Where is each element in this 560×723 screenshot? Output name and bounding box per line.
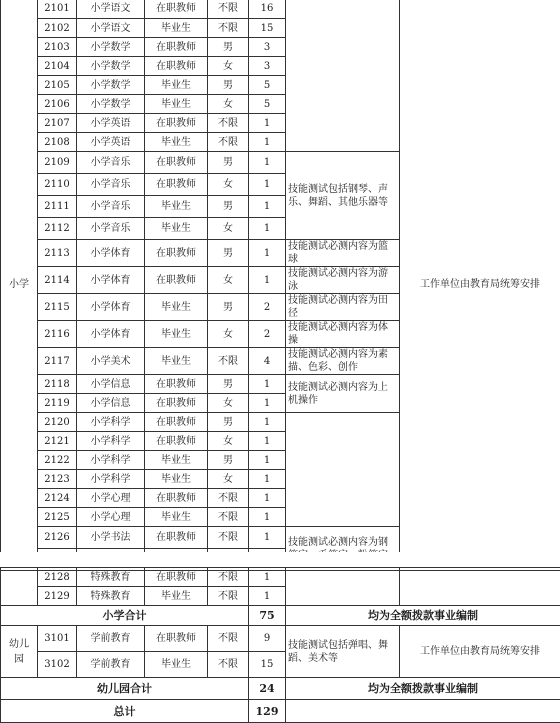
subject: 小学数学 <box>77 76 145 95</box>
gender: 不限 <box>208 508 249 527</box>
position-code: 2118 <box>38 375 77 394</box>
subject: 小学数学 <box>77 38 145 57</box>
headcount: 1 <box>249 133 286 152</box>
grand-total-label: 总计 <box>1 700 249 723</box>
candidate-category: 在职教师 <box>145 527 208 549</box>
headcount: 1 <box>249 568 286 587</box>
headcount: 1 <box>249 394 286 413</box>
position-code: 2114 <box>38 267 77 294</box>
headcount: 1 <box>249 196 286 218</box>
gender: 女 <box>208 432 249 451</box>
candidate-category: 毕业生 <box>145 294 208 321</box>
grand-total-row <box>1 700 560 723</box>
candidate-category: 毕业生 <box>145 133 208 152</box>
kindergarten-funding-note: 均为全额拨款事业编制 <box>286 678 560 700</box>
table-row <box>1 0 560 19</box>
subject: 小学数学 <box>77 95 145 114</box>
primary-total-label: 小学合计 <box>1 606 249 626</box>
position-code: 2112 <box>38 218 77 240</box>
table-row <box>1 626 560 652</box>
recruitment-table-summary <box>0 567 560 723</box>
candidate-category: 毕业生 <box>145 19 208 38</box>
position-code: 2110 <box>38 174 77 196</box>
position-code: 2128 <box>38 568 77 587</box>
work-arrangement-note: 工作单位由教育局统筹安排 <box>400 626 560 678</box>
gender: 不限 <box>208 626 249 652</box>
subject: 小学科学 <box>77 413 145 432</box>
position-code: 2125 <box>38 508 77 527</box>
position-code: 2106 <box>38 95 77 114</box>
gender: 不限 <box>208 568 249 587</box>
position-code: 2122 <box>38 451 77 470</box>
subject: 特殊教育 <box>77 587 145 606</box>
headcount: 9 <box>249 626 286 652</box>
headcount: 3 <box>249 38 286 57</box>
gender: 男 <box>208 375 249 394</box>
subject: 小学音乐 <box>77 174 145 196</box>
skill-test-note: 技能测试包括弹唱、舞蹈、美术等 <box>286 626 400 678</box>
empty-arrangement-cell <box>400 568 560 606</box>
candidate-category: 在职教师 <box>145 174 208 196</box>
headcount: 16 <box>249 0 286 19</box>
gender: 男 <box>208 240 249 267</box>
subject: 小学信息 <box>77 394 145 413</box>
headcount: 4 <box>249 348 286 375</box>
gender: 不限 <box>208 652 249 678</box>
subject: 小学英语 <box>77 114 145 133</box>
candidate-category: 在职教师 <box>145 57 208 76</box>
skill-test-note: 技能测试必测内容为上机操作 <box>286 375 400 413</box>
skill-test-note: 技能测试必测内容为素描、色彩、创作 <box>286 348 400 375</box>
gender: 不限 <box>208 114 249 133</box>
position-code: 2123 <box>38 470 77 489</box>
candidate-category: 在职教师 <box>145 568 208 587</box>
candidate-category: 毕业生 <box>145 196 208 218</box>
position-code: 2115 <box>38 294 77 321</box>
subject: 小学信息 <box>77 375 145 394</box>
candidate-category: 在职教师 <box>145 626 208 652</box>
subject: 小学语文 <box>77 19 145 38</box>
position-code: 2102 <box>38 19 77 38</box>
subject: 小学科学 <box>77 470 145 489</box>
position-code: 2111 <box>38 196 77 218</box>
position-code: 2101 <box>38 0 77 19</box>
subject: 小学音乐 <box>77 152 145 174</box>
skill-test-note: 技能测试必测内容为体操 <box>286 321 400 348</box>
candidate-category: 毕业生 <box>145 508 208 527</box>
gender: 女 <box>208 57 249 76</box>
gender: 男 <box>208 152 249 174</box>
headcount: 5 <box>249 95 286 114</box>
candidate-category: 毕业生 <box>145 470 208 489</box>
gender: 男 <box>208 413 249 432</box>
kindergarten-total-row <box>1 678 560 700</box>
position-code: 2117 <box>38 348 77 375</box>
headcount: 2 <box>249 294 286 321</box>
position-code: 3101 <box>38 626 77 652</box>
candidate-category: 在职教师 <box>145 432 208 451</box>
candidate-category: 在职教师 <box>145 152 208 174</box>
headcount: 1 <box>249 527 286 549</box>
primary-total-count: 75 <box>249 606 286 626</box>
subject: 小学语文 <box>77 0 145 19</box>
gender: 女 <box>208 470 249 489</box>
subject: 小学体育 <box>77 294 145 321</box>
gender: 男 <box>208 76 249 95</box>
headcount: 1 <box>249 587 286 606</box>
position-code: 2116 <box>38 321 77 348</box>
headcount: 15 <box>249 19 286 38</box>
position-code: 3102 <box>38 652 77 678</box>
subject: 小学美术 <box>77 348 145 375</box>
candidate-category: 在职教师 <box>145 267 208 294</box>
position-code: 2124 <box>38 489 77 508</box>
candidate-category: 在职教师 <box>145 394 208 413</box>
gender: 女 <box>208 267 249 294</box>
empty-total-cell <box>286 700 560 723</box>
headcount: 1 <box>249 218 286 240</box>
headcount: 1 <box>249 470 286 489</box>
candidate-category: 在职教师 <box>145 38 208 57</box>
gender: 男 <box>208 196 249 218</box>
candidate-category: 在职教师 <box>145 489 208 508</box>
gender: 不限 <box>208 489 249 508</box>
position-code: 2113 <box>38 240 77 267</box>
gender: 不限 <box>208 587 249 606</box>
candidate-category: 毕业生 <box>145 587 208 606</box>
candidate-category: 在职教师 <box>145 0 208 19</box>
headcount: 3 <box>249 57 286 76</box>
headcount: 1 <box>249 114 286 133</box>
candidate-category: 毕业生 <box>145 652 208 678</box>
empty-note-cell <box>286 568 400 606</box>
gender: 不限 <box>208 0 249 19</box>
subject: 小学书法 <box>77 527 145 549</box>
primary-total-row <box>1 606 560 626</box>
subject: 小学心理 <box>77 489 145 508</box>
position-code: 2120 <box>38 413 77 432</box>
headcount: 1 <box>249 489 286 508</box>
subject: 小学心理 <box>77 508 145 527</box>
primary-funding-note: 均为全额拨款事业编制 <box>286 606 560 626</box>
gender: 男 <box>208 38 249 57</box>
position-code: 2103 <box>38 38 77 57</box>
empty-note-cell <box>286 0 400 152</box>
skill-test-note: 技能测试必测内容为田径 <box>286 294 400 321</box>
empty-note-cell <box>286 413 400 527</box>
skill-test-note: 技能测试必测内容为钢 <box>286 527 400 571</box>
position-code: 2109 <box>38 152 77 174</box>
candidate-category: 毕业生 <box>145 76 208 95</box>
headcount: 1 <box>249 152 286 174</box>
candidate-category: 在职教师 <box>145 114 208 133</box>
position-code: 2104 <box>38 57 77 76</box>
subject: 小学音乐 <box>77 196 145 218</box>
kindergarten-total-label: 幼儿园合计 <box>1 678 249 700</box>
subject: 小学科学 <box>77 432 145 451</box>
section-label-kindergarten: 幼儿园 <box>1 626 38 678</box>
grand-total-count: 129 <box>249 700 286 723</box>
position-code: 2105 <box>38 76 77 95</box>
headcount: 1 <box>249 451 286 470</box>
position-code: 2108 <box>38 133 77 152</box>
subject: 小学数学 <box>77 57 145 76</box>
table-row <box>1 568 560 587</box>
candidate-category: 毕业生 <box>145 95 208 114</box>
gender: 男 <box>208 294 249 321</box>
skill-test-note: 技能测试包括钢琴、声乐、舞蹈、其他乐器等 <box>286 152 400 240</box>
subject: 小学体育 <box>77 267 145 294</box>
page-gap <box>0 552 560 567</box>
candidate-category: 在职教师 <box>145 240 208 267</box>
candidate-category: 毕业生 <box>145 321 208 348</box>
headcount: 15 <box>249 652 286 678</box>
subject: 小学英语 <box>77 133 145 152</box>
position-code: 2119 <box>38 394 77 413</box>
gender: 不限 <box>208 133 249 152</box>
headcount: 5 <box>249 76 286 95</box>
headcount: 1 <box>249 174 286 196</box>
skill-test-note: 技能测试必测内容为游泳 <box>286 267 400 294</box>
headcount: 1 <box>249 432 286 451</box>
headcount: 1 <box>249 413 286 432</box>
headcount: 1 <box>249 267 286 294</box>
position-code: 2121 <box>38 432 77 451</box>
gender: 不限 <box>208 527 249 549</box>
subject: 学前教育 <box>77 652 145 678</box>
gender: 女 <box>208 218 249 240</box>
skill-test-note: 技能测试必测内容为篮球 <box>286 240 400 267</box>
candidate-category: 毕业生 <box>145 348 208 375</box>
candidate-category: 毕业生 <box>145 451 208 470</box>
headcount: 1 <box>249 375 286 394</box>
position-code: 2126 <box>38 527 77 549</box>
candidate-category: 毕业生 <box>145 218 208 240</box>
position-code: 2107 <box>38 114 77 133</box>
gender: 男 <box>208 451 249 470</box>
subject: 小学体育 <box>77 240 145 267</box>
subject: 小学科学 <box>77 451 145 470</box>
subject: 小学体育 <box>77 321 145 348</box>
kindergarten-total-count: 24 <box>249 678 286 700</box>
section-label-primary: 小学 <box>1 0 38 571</box>
gender: 女 <box>208 95 249 114</box>
gender: 女 <box>208 394 249 413</box>
candidate-category: 在职教师 <box>145 413 208 432</box>
position-code: 2129 <box>38 587 77 606</box>
subject: 学前教育 <box>77 626 145 652</box>
subject: 特殊教育 <box>77 568 145 587</box>
gender: 不限 <box>208 19 249 38</box>
gender: 不限 <box>208 348 249 375</box>
headcount: 2 <box>249 321 286 348</box>
work-arrangement-note: 工作单位由教育局统筹安排 <box>400 0 560 571</box>
headcount: 1 <box>249 240 286 267</box>
candidate-category: 在职教师 <box>145 375 208 394</box>
gender: 女 <box>208 321 249 348</box>
gender: 女 <box>208 174 249 196</box>
subject: 小学音乐 <box>77 218 145 240</box>
empty-section-cell <box>1 568 38 606</box>
headcount: 1 <box>249 508 286 527</box>
